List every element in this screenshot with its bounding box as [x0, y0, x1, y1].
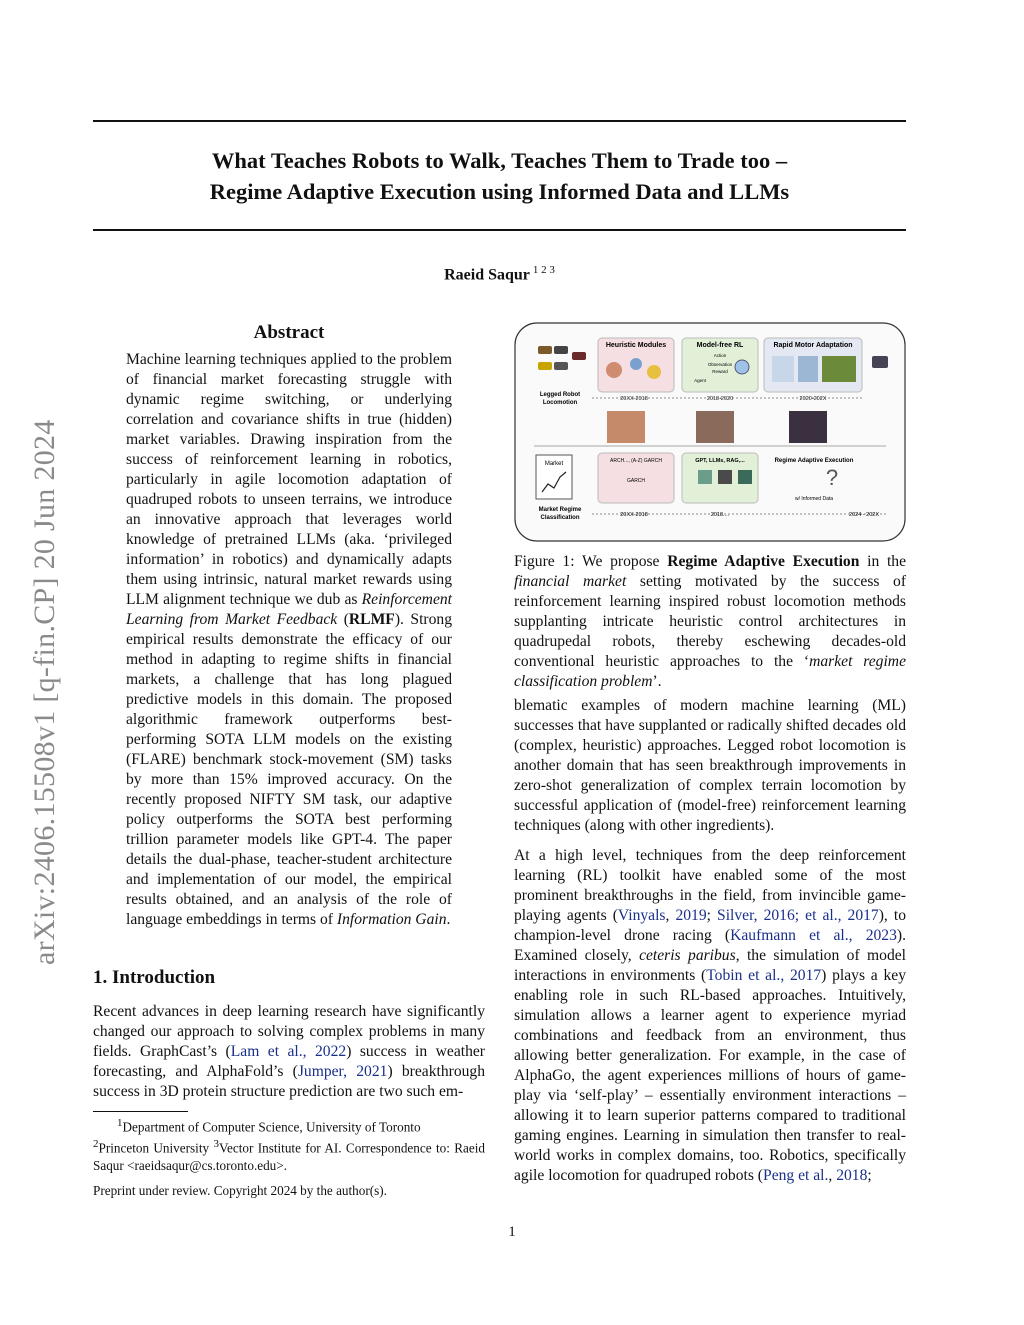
- market-regime-label: Market Regime: [538, 507, 582, 513]
- abstract-information-gain: Information Gain: [336, 911, 447, 928]
- intro-part-3: ) success in weather forecasting, and AlphaFold’s (: [93, 1043, 485, 1080]
- citation-lam[interactable]: Lam et al., 2022: [230, 1043, 347, 1060]
- citation-peng-year[interactable]: 2018: [836, 1167, 868, 1184]
- paragraph-ml-successes: blematic examples of modern machine learning (ML) successes that have supplanted or radically shifted decades old (complex, heuristic) approaches. Legged robot locomotion is another domain that has seen breakthrough improvements in zero-shot generalization of complex terrain locomotion by successful application of (model-free) reinforcement learning techniques (along with other ingredients).: [514, 697, 906, 834]
- heuristic-modules-label: Heuristic Modules: [605, 342, 667, 349]
- intro-part-5: ) breakthrough success in 3D protein structure prediction are two such em-: [93, 1063, 486, 1100]
- llm-icon: [718, 470, 732, 484]
- arch-garch-label: ARCH..., (A-Z) GARCH: [610, 458, 662, 464]
- footnote-affil-3: Vector Institute for AI. Correspondence to: Raeid Saqur <raeidsaqur@cs.toronto.edu>.: [93, 1140, 485, 1173]
- abstract-rlmf-acronym: RLMF: [348, 611, 395, 628]
- heuristic-module-icon: [630, 358, 642, 370]
- footnote-marker-3: 3: [213, 1137, 219, 1150]
- llm-label: GPT, LLMs, RAG,...: [695, 458, 745, 464]
- footnote-marker-1: 1: [117, 1117, 123, 1129]
- figure-1-diagram: [514, 322, 906, 542]
- portrait-photo-1: [607, 411, 645, 443]
- intro-part-1: Recent advances in deep learning research have significantly changed our approach to solving complex problems in many fields. GraphCast’s (: [93, 1003, 485, 1060]
- author-name: Raeid Saqur: [444, 266, 530, 284]
- heuristic-module-icon: [647, 365, 661, 379]
- portrait-photo-2: [696, 411, 734, 443]
- timeline-label-3: 2020-202X: [799, 396, 827, 402]
- footnote-marker-2: 2: [93, 1137, 99, 1150]
- arxiv-side-label: arXiv:2406.15508v1 [q-fin.CP] 20 Jun 2024: [28, 419, 61, 965]
- abstract-part-1: Machine learning techniques applied to the problem of financial market forecasting struggle with dynamic regime switching, or underlying correlation and covariance shifts in true (hidden) market variables. Drawing inspiration from the success of reinforcement learning in robotics, particularly in agile locomotion adaptation of quadruped robots to unseen terrains, we introduce an innovative approach that leverages world knowledge of pretrained LLMs (aka. ‘privileged information’ in robotics) and dynamically adapts them using intrinsic, natural market rewards using LLM alignment technique we dub as: [126, 351, 452, 608]
- citation-kaufmann[interactable]: Kaufmann et al., 2023: [730, 927, 897, 944]
- caption-part-7: ’.: [652, 673, 662, 690]
- footnote-affil-2: Princeton University: [98, 1140, 214, 1156]
- figure-caption: [514, 552, 906, 692]
- garch-label: GARCH: [626, 478, 646, 484]
- abstract-part-5: ). Strong empirical results demonstrate the efficacy of our method in adapting to regime shifts in financial markets, a challenge that has long plagued predictive models in this domain. The proposed algorithmic framework outperforms best-performing SOTA LLM models on the existing (FLARE) benchmark stock-movement (SM) tasks by more than 15% improved accuracy. On the recently proposed NIFTY SM task, our adaptive policy outperforms the SOTA best performing trillion parameter models like GPT-4. The paper details the dual-phase, teacher-student architecture and implementation of our model, the empirical results obtained, and an analysis of the role of language embeddings in terms of: [126, 611, 453, 928]
- abstract-heading: Abstract: [253, 322, 325, 343]
- rl-text-3: ,: [665, 907, 676, 924]
- rl-text-1: At a high level, techniques from the deep reinforcement learning (RL) toolkit have enabled some of the most prominent breakthroughs in the field, from invincible game-playing agents (: [514, 847, 906, 924]
- timeline-label-4: 20XX-2018: [620, 512, 648, 518]
- rl-text-13: ) plays a key enabling role in such RL-based approaches. Intuitively, simulation allows a learner agent to experience myriad combinations and feedback from an environment, thus allowing better generalization. For example, in the case of AlphaGo, the agent experiences millions of hours of game-play via ‘self-play’ – essentially environment interactions – allowing it to learn superior patterns compared to traditional gaming engines. Learning in simulation then transfer to real-world works in complex domains, too. Robotics, specifically agile locomotion for quadruped robots (: [514, 967, 906, 1184]
- author-affiliations: 1 2 3: [532, 264, 555, 276]
- locomotion-label: Locomotion: [542, 400, 578, 406]
- caption-part-3: in the: [859, 553, 907, 570]
- rapid-motor-adaptation-label: Rapid Motor Adaptation: [773, 342, 853, 349]
- footnote-affil-1: Department of Computer Science, University of Toronto: [122, 1119, 421, 1135]
- caption-part-5: setting motivated by the success of reinforcement learning inspired robust locomotion methods supplanting intricate heuristic control architectures in quadrupedal robots, thereby eschewing decades-old conventional heuristic approaches to the ‘: [514, 573, 907, 670]
- intro-heading: 1. Introduction: [93, 967, 216, 988]
- rl-text-9: ). Examined closely,: [514, 927, 906, 964]
- portrait-photo-3: [789, 411, 827, 443]
- rl-text-17: ;: [867, 1167, 872, 1184]
- footnote-rule: [93, 1111, 188, 1112]
- rma-block: [772, 356, 794, 382]
- preprint-notice: Preprint under review. Copyright 2024 by the author(s).: [93, 1183, 387, 1198]
- paper-title: [93, 145, 906, 207]
- abstract-text: [126, 350, 452, 930]
- llm-icon: [738, 470, 752, 484]
- abstract-part-7: .: [446, 911, 451, 928]
- classification-label: Classification: [540, 515, 580, 521]
- page-number: 1: [508, 1224, 516, 1240]
- rl-text-7: ), to champion-level drone racing (: [514, 907, 907, 944]
- llm-icon: [698, 470, 712, 484]
- right-column-text: [514, 696, 906, 1196]
- citation-jumper[interactable]: Jumper, 2021: [297, 1063, 388, 1080]
- timeline-label-6: 2024 - 202X: [849, 512, 879, 518]
- title-line-2: Regime Adaptive Execution using Informed Data and LLMs: [209, 179, 790, 204]
- model-free-rl-label: Model-free RL: [696, 342, 744, 349]
- environment-icon: [735, 360, 749, 374]
- action-label: Action: [713, 353, 727, 358]
- legged-robot-label: Legged Robot: [539, 392, 581, 398]
- heuristic-module-icon: [606, 362, 622, 378]
- regime-adaptive-execution-label: Regime Adaptive Execution: [774, 458, 854, 464]
- paragraph-rl-breakthroughs: [514, 846, 906, 1186]
- intro-text: [93, 1002, 485, 1102]
- informed-data-label: w/ Informed Data: [794, 496, 834, 502]
- caption-rae: Regime Adaptive Execution: [667, 553, 860, 570]
- title-line-1: What Teaches Robots to Walk, Teaches Them to Trade too –: [211, 148, 788, 173]
- abstract-rlmf-full: Reinforcement Learning from Market Feedback: [126, 591, 452, 628]
- footnote: [93, 1115, 485, 1174]
- agent-label: Agent: [694, 378, 706, 383]
- citation-vinyals-year[interactable]: 2019: [675, 907, 707, 924]
- timeline-label-5: 2018....: [710, 512, 730, 518]
- title-bottom-rule: [93, 229, 906, 231]
- rl-text-11: , the simulation of model interactions in environments (: [514, 947, 907, 984]
- abstract-part-3: (: [337, 611, 349, 628]
- citation-peng[interactable]: Peng et al.: [763, 1167, 829, 1184]
- rl-text-15: ,: [828, 1167, 837, 1184]
- caption-problem: market regime classification problem: [514, 653, 906, 690]
- question-mark-icon: ?: [825, 465, 839, 490]
- citation-tobin[interactable]: Tobin et al., 2017: [706, 967, 822, 984]
- timeline-label-2: 2018-2020: [706, 396, 734, 402]
- market-label: Market: [544, 461, 564, 467]
- observation-label: Observation: [707, 362, 733, 367]
- author-line: [93, 264, 906, 284]
- rma-terrain-image: [822, 356, 856, 382]
- rl-text-5: ;: [706, 907, 718, 924]
- reward-label: Reward: [712, 369, 728, 374]
- citation-vinyals[interactable]: Vinyals: [617, 907, 666, 924]
- timeline-label-1: 20XX-2018: [620, 396, 648, 402]
- rma-block: [798, 356, 818, 382]
- caption-part-1: Figure 1: We propose: [514, 553, 668, 570]
- title-top-rule: [93, 120, 906, 122]
- citation-silver[interactable]: Silver, 2016; et al., 2017: [717, 907, 879, 924]
- caption-financial-market: financial market: [514, 573, 627, 590]
- rl-ceteris-paribus: ceteris paribus: [639, 947, 736, 964]
